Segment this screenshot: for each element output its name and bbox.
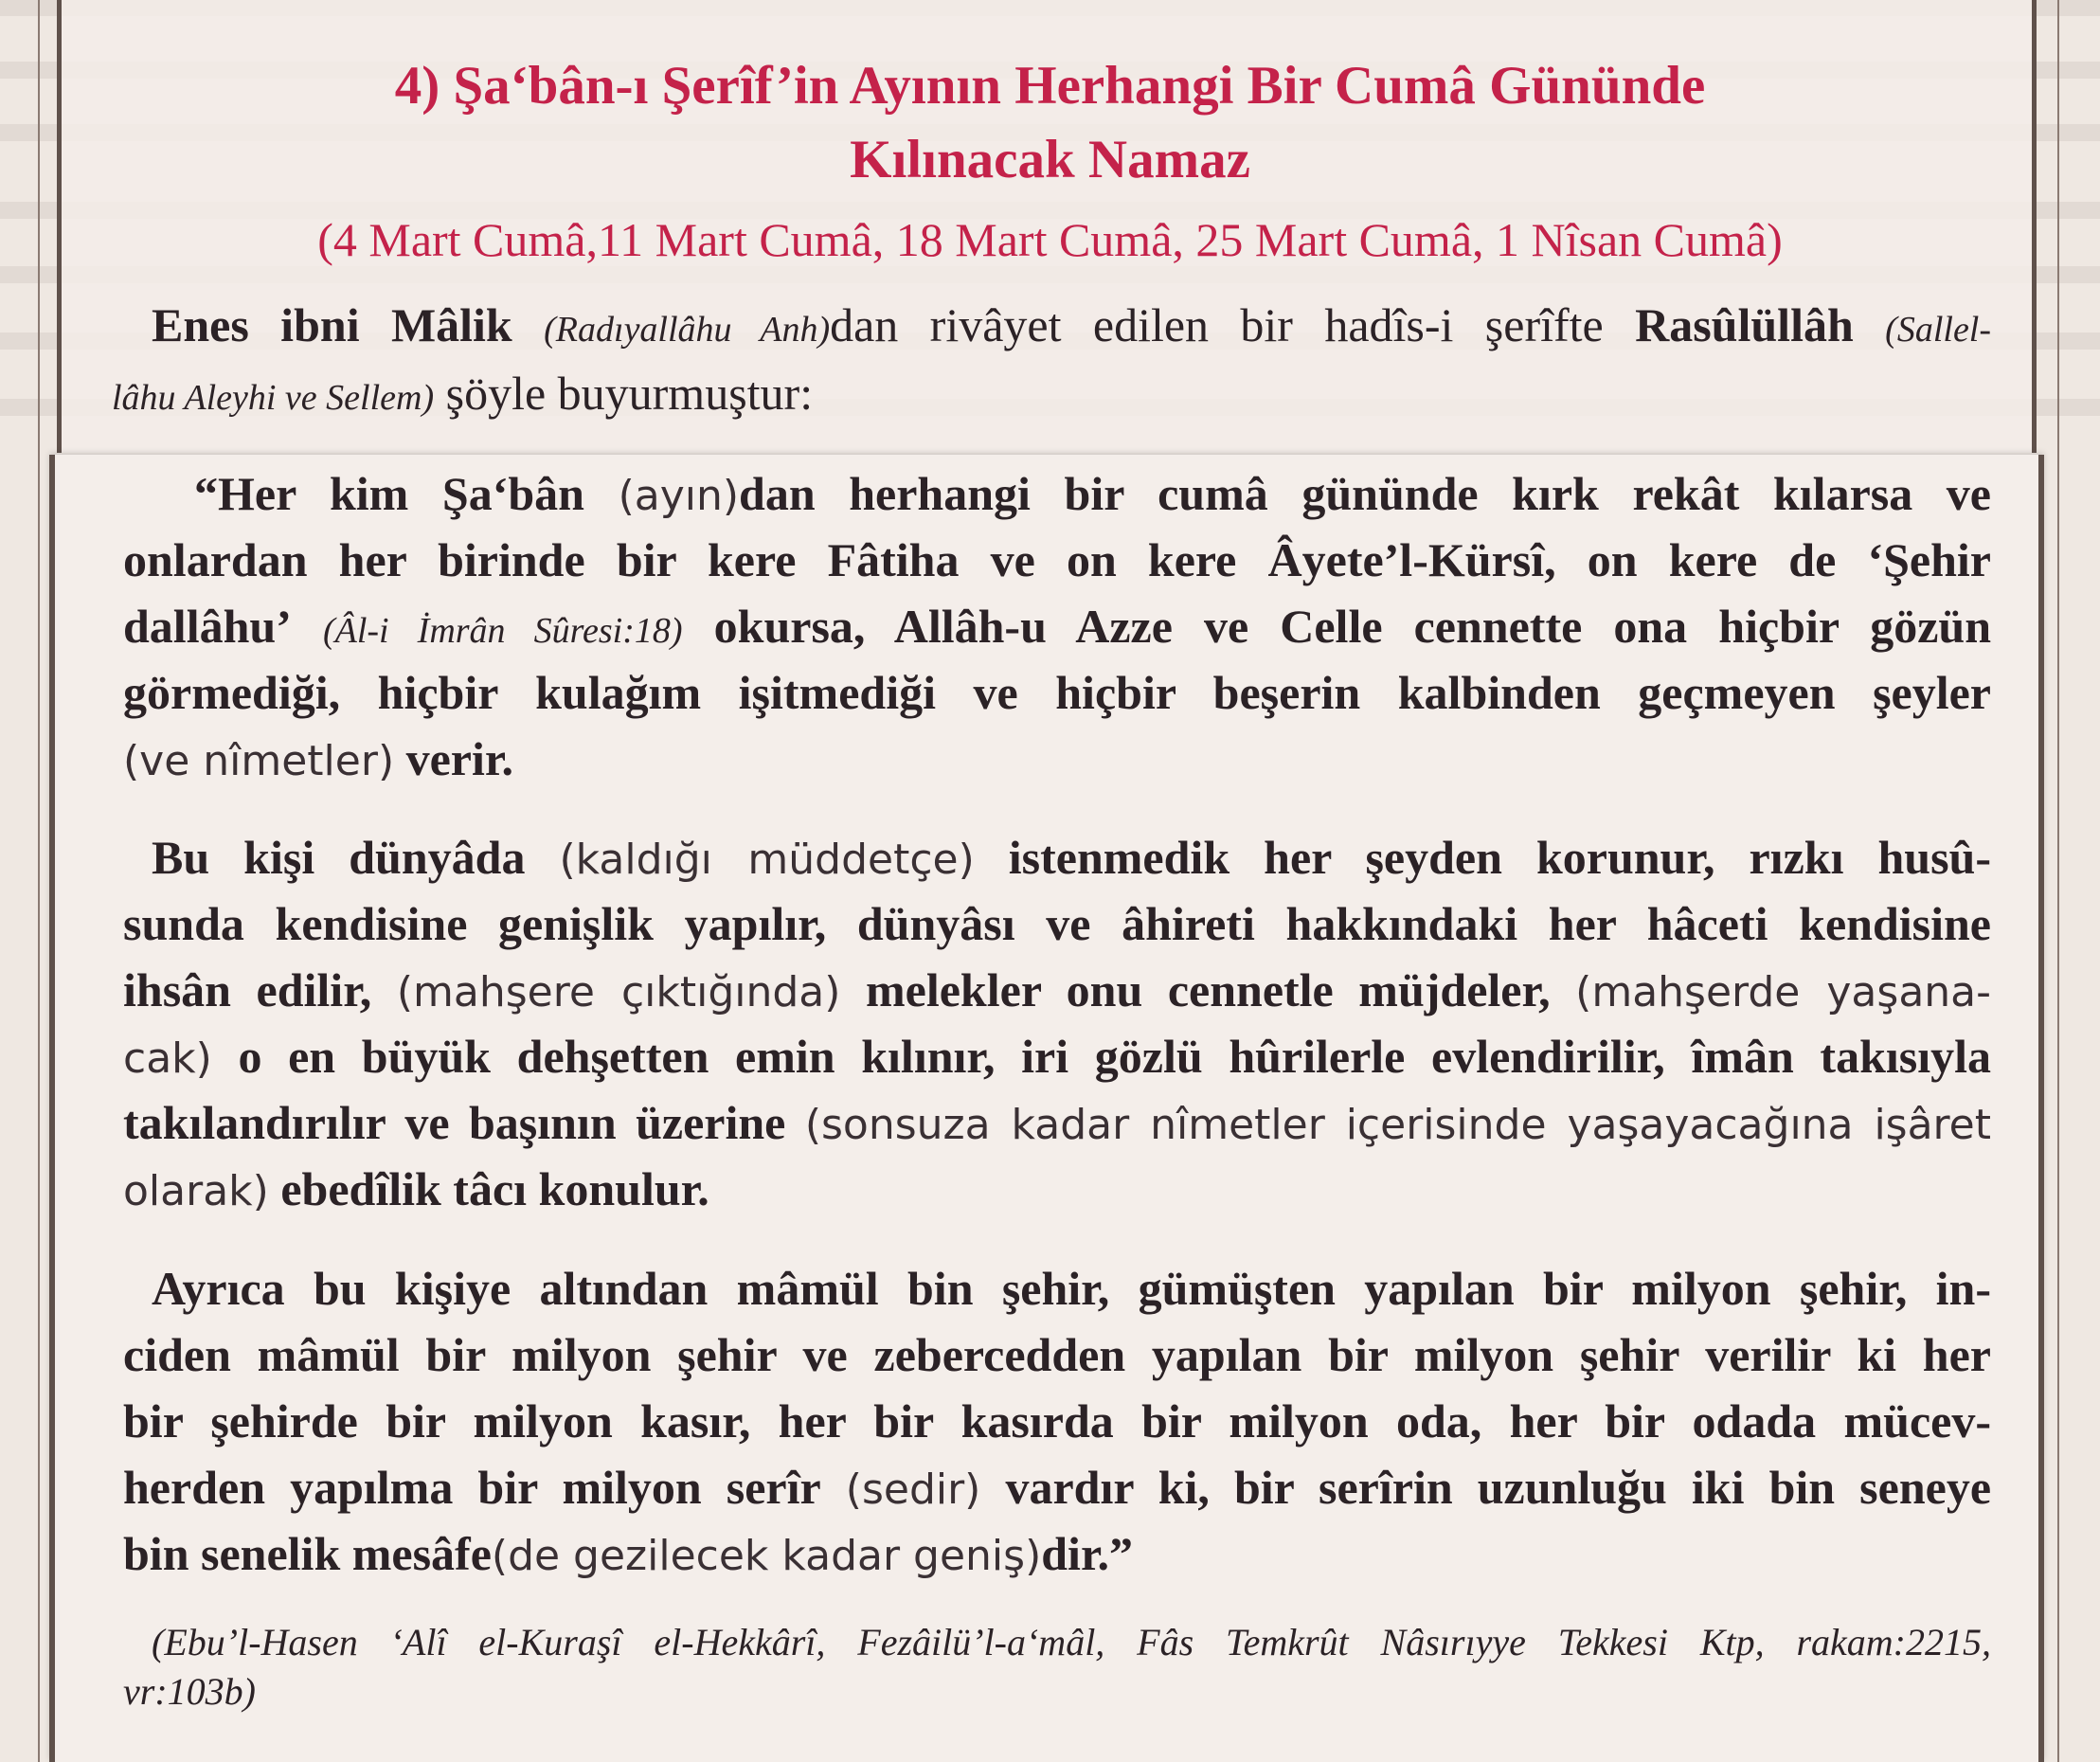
section-title-line2: Kılınacak Namaz (850, 130, 1250, 189)
para3-text: dir.” (1041, 1527, 1134, 1580)
para1-note: (ayın) (618, 472, 740, 520)
para2-text: o en büyük dehşetten emin kılınır, iri gözlü hûrilerle evlendirilir, îmân takısıyla (238, 1030, 1992, 1083)
para2-text: istenmedik her şeyden korunur, rızkı husû- (1008, 831, 1992, 884)
para1-text: “Her kim Şa‘bân (194, 467, 584, 520)
intro-line1 (152, 292, 1991, 363)
source-citation-line2: vr:103b) (123, 1670, 256, 1713)
para1-text: verir. (405, 732, 513, 785)
para1-line5 (123, 726, 1991, 795)
para1-line4: görmediği, hiçbir kulağım işitmediği ve hiçbir beşerin kalbinden geçmeyen şeyler (123, 666, 1991, 719)
para1-text: dan herhangi bir cumâ gününde kırk rekât kılarsa ve (739, 467, 1992, 520)
para2-text: ebedîlik tâcı konulur. (280, 1162, 709, 1215)
dates-subtitle: (4 Mart Cumâ,11 Mart Cumâ, 18 Mart Cumâ, 25 Mart Cumâ, 1 Nîsan Cumâ) (317, 213, 1783, 266)
para3-line1: Ayrıca bu kişiye altından mâmül bin şehir, gümüşten yapılan bir milyon şehir, in- (152, 1262, 1991, 1315)
para2-text: melekler onu cennetle müjdeler, (866, 963, 1551, 1016)
intro-text: dan rivâyet edilen bir hadîs-i şerîfte (830, 298, 1636, 351)
para2-line3 (123, 957, 1991, 1026)
para3-line5 (123, 1520, 1991, 1590)
para2-text: takılandırılır ve başının üzerine (123, 1096, 786, 1149)
source-citation-line1: (Ebu’l-Hasen ‘Alî el-Kuraşî el-Hekkârî, Fezâilü’l-a‘mâl, Fâs Temkrût Nâsırıyye Tekkesi Ktp, rakam:2215, (152, 1621, 1991, 1663)
para2-text: ihsân edilir, (123, 963, 372, 1016)
para2-note: cak) (123, 1034, 212, 1083)
para2-text: Bu kişi dünyâda (152, 831, 526, 884)
narrator-name: Enes ibni Mâlik (152, 298, 512, 351)
para2-note: (kaldığı müddetçe) (559, 836, 975, 884)
para2-line1 (152, 824, 1991, 893)
section-title-line1: 4) Şa‘bân-ı Şerîf’in Ayının Herhangi Bir Cumâ Gününde (394, 56, 1706, 116)
para3-text: vardır ki, bir serîrin uzunluğu iki bin seneye (1005, 1461, 1992, 1514)
para3-text: herden yapılma bir milyon serîr (123, 1461, 821, 1514)
narrator-honorific: (Radıyallâhu Anh) (544, 310, 831, 350)
para3-line3: bir şehirde bir milyon kasır, her bir kasırda bir milyon oda, her bir odada mücev- (123, 1394, 1991, 1447)
para1-text: dallâhu’ (123, 600, 292, 653)
verse-reference: (Âl-i İmrân Sûresi:18) (322, 611, 683, 651)
intro-text-end: şöyle buyurmuştur: (434, 367, 814, 420)
para3-line4 (123, 1454, 1991, 1523)
para1-note: (ve nîmetler) (123, 737, 395, 785)
para1-line2: onlardan her birinde bir kere Fâtiha ve on kere Âyete’l-Kürsî, on kere de ‘Şehir (123, 533, 1991, 586)
para2-note: (sonsuza kadar nîmetler içerisinde yaşayacağına işâret (804, 1101, 1992, 1149)
para3-note: (de gezilecek kadar geniş) (491, 1532, 1042, 1580)
para1-text: okursa, Allâh-u Azze ve Celle cennette ona hiçbir gözün (713, 600, 1992, 653)
para1-line1 (194, 460, 1991, 530)
para3-text: bin senelik mesâfe (123, 1527, 492, 1580)
prophet-honorific-a: (Sallel- (1885, 310, 1992, 350)
intro-line2 (112, 360, 1980, 431)
para3-note: (sedir) (845, 1465, 981, 1514)
para2-line6 (123, 1156, 1991, 1225)
para2-note: (mahşere çıktığında) (396, 968, 841, 1016)
para2-note: (mahşerde yaşana- (1575, 968, 1992, 1016)
para1-line3 (123, 593, 1991, 664)
prophet-honorific-b: lâhu Aleyhi ve Sellem) (112, 378, 435, 418)
para2-line5 (123, 1089, 1991, 1159)
para2-line2: sunda kendisine genişlik yapılır, dünyâsı ve âhireti hakkındaki her hâceti kendisine (123, 897, 1991, 950)
prophet-name: Rasûlüllâh (1635, 298, 1854, 351)
para3-line2: ciden mâmül bir milyon şehir ve zebercedden yapılan bir milyon şehir verilir ki her (123, 1328, 1991, 1381)
para2-line4 (123, 1023, 1991, 1092)
para2-note: olarak) (123, 1167, 269, 1215)
